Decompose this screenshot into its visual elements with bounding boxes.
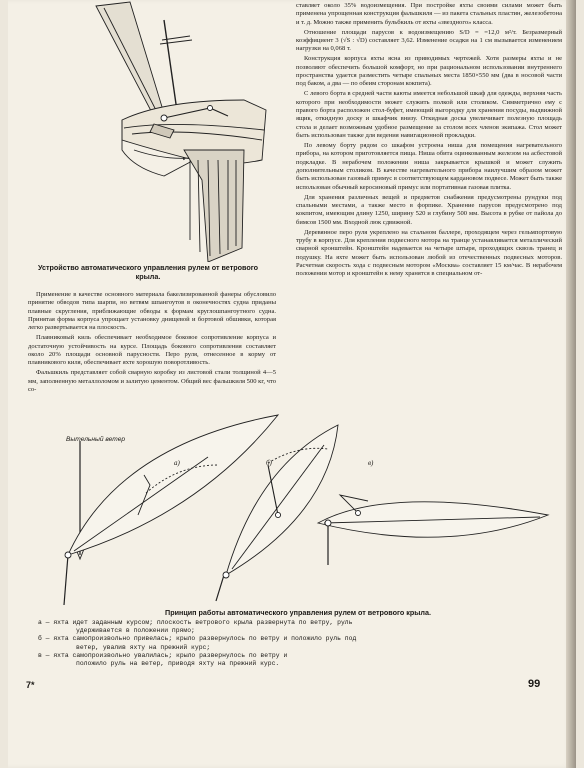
caption-line: ветер, увалив яхту на прежний курс; [76,643,211,651]
magazine-page [8,0,576,768]
paragraph: Деревянное перо руля укреплено на стальном баллере, проходящем через гельмпортовую трубу в корпусе. Для крепления подвесного мотора на транце устанавливается металлический сварной кронштейн. Кронштейн надевается на четыре штыря, проходящих сквозь транец и подушку. На яхте может быть использован любой из отечественных подвесных моторов. Расчетная скорость хода с подвесным мотором «Москва» составляет 15 км/час. В нерабочем положении мотор и кронштейн к нему хранятся в специальном от- [296,228,562,278]
caption-line: удерживается в положении прямо; [76,627,195,635]
text-column-right [296,2,562,280]
paragraph: По левому борту рядом со шкафом устроена ниша для помещения нагревательного прибора, на котором приготовляется пища. Ниша обита оцинкованным железом на асбестовой подкладке. В нерабочем положении ниша закрывается крышкой и может служить дополнительным столиком. В качестве нагревательного прибора наилучшим образом может быть использован газовый примус в соответствующем кардановом подвесе. Может быть также использован обычный керосиновый примус или портативная газовая плитка. [296,141,562,191]
scan-edge-shadow [566,0,576,768]
paragraph: Отношение площади парусов к водоизмещению S/D = =12,0 м²/т. Безразмерный коэффициент 3 (√S : √D) составляет 3,62. Изменение осадки на 1 см вызывается изменением нагрузки на 0,068 т. [296,28,562,53]
signature-mark: 7* [26,680,35,690]
paragraph: Плавниковый киль обеспечивает необходимое боковое сопротивление корпуса и достаточную устойчивость на курсе. Площадь бокового сопротивления составляет около 20% площади основной парусности. Перо руля, отнесенное в корму от плавникового киля, обеспечивает яхте хорошую поворотливость. [28,334,276,367]
diagram-label-b: б) [266,459,272,467]
wind-label: Вытельный ветер [66,436,126,443]
caption-line: а — яхта идет заданным курсом; плоскость ветрового крыла развернута по ветру, руль [38,619,353,626]
caption-title: Принцип работы автоматического управления рулем от ветрового крыла. [165,608,431,617]
diagram-label-c: в) [368,459,374,467]
caption-line: в — яхта самопроизвольно увалилась; крыло развернулось по ветру и [38,651,288,659]
paragraph: Применение в качестве основного материала бакелизированной фанеры обусловило принятие обводов типа шарпи, но ветвям шпангоутов в оконечностях судна приданы плавные скругления, приближающие обводы к формам круглошпангоутного судна. Принятая форма корпуса упрощает установку днищевой и бортовой обшивки, которая легко развертывается на плоскость. [28,291,276,332]
paragraph: Фальшкиль представляет собой сварную коробку из листовой стали толщиной 4—5 мм, заполненную металлоломом и залитую цементом. Общий вес фальшкиля 500 кг, что со- [28,369,276,393]
paragraph: С левого борта в средней части каюты имеется небольшой шкаф для одежды, верхняя часть которого при необходимости может служить полкой или столиком. Симметрично ему с правого борта расположен стол-буфет, имеющий выгородку для хранения посуды, выдвижной ящик, откидную доску и шкафчик внизу. Откидная доска увеличивает полезную площадь стола и делает возможным удобное размещение за столом всех членов экипажа. Стол может быть использован также для ведения навигационной прокладки. [296,90,562,139]
paragraph: Конструкция корпуса яхты ясна из приводимых чертежей. Хотя размеры яхты и не позволяют обеспечить большой комфорт, но при рациональном использовании внутреннего пространства удается разместить четыре спальных места 1850×550 мм (два в носовой части под баком, а два — по обеим сторонам кокпита). [296,55,562,88]
caption-line: б — яхта самопроизвольно привелась; крыло развернулось по ветру и положило руль под [38,635,357,643]
page-number: 99 [528,678,541,690]
wind-vane-steering-drawing [14,0,276,262]
text-column-left [28,291,276,396]
paragraph: Для хранения различных вещей и предметов снабжения предусмотрены рундуки под спальными местами, а также место в форпике. Хранение парусов предусмотрено под кокпитом, имеющим длину 1250, ширину 520 и глубину 500 мм. Высота в рубке от пайола до бимсов 1500 мм. Входной люк сдвижной. [296,193,562,226]
paragraph: ставляет около 35% водоизмещения. При постройке яхты своими силами может быть применена упрощенная конструкция фальшкиля — из пакета стальных пластин, железобетона и т. д. Можно также применить бульбкиль от яхты «звездного» класса. [296,2,562,26]
diagram-label-a: а) [174,459,180,467]
caption-line: положило руль на ветер, приводя яхту на прежний курс. [76,660,280,668]
figure-caption-bottom [38,608,558,668]
steering-principle-diagram [28,405,568,605]
figure-caption-top: Устройство автоматического управления рулем от ветрового крыла. [37,263,259,281]
